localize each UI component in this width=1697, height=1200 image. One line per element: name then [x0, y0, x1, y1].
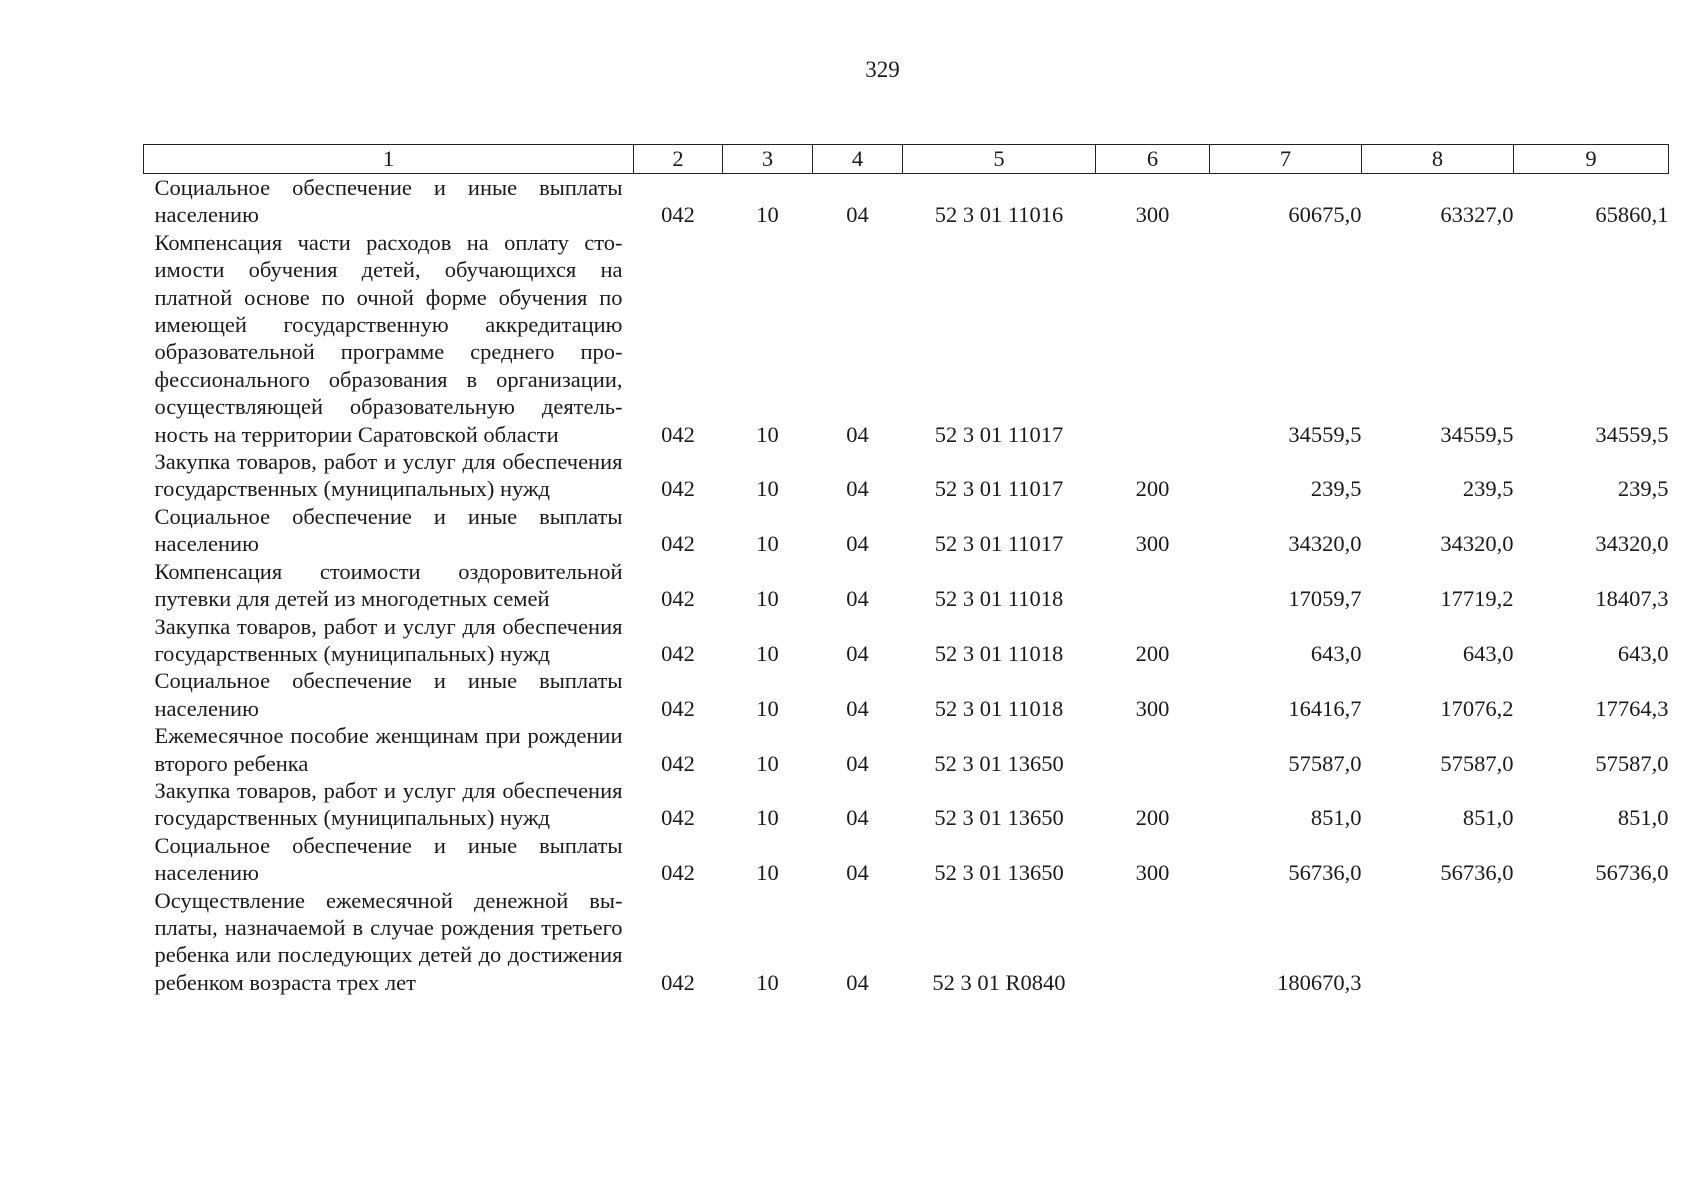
expense-type-cell — [1096, 229, 1210, 448]
admin-code-cell: 042 — [661, 640, 695, 666]
header-row — [144, 145, 1669, 174]
subsection-cell: 04 — [846, 531, 869, 557]
subsection-cell: 04 — [846, 969, 869, 995]
admin-code-cell: 042 — [661, 969, 695, 995]
table-row — [144, 558, 1669, 613]
admin-code-cell: 042 — [661, 476, 695, 502]
amount-cell: 65860,1 — [1595, 202, 1669, 228]
amount-cell — [1514, 887, 1669, 997]
admin-code-cell: 042 — [661, 586, 695, 612]
column-header: 5 — [903, 145, 1096, 174]
table-row — [144, 777, 1669, 832]
column-header: 7 — [1210, 145, 1362, 174]
admin-code-cell: 042 — [661, 421, 695, 447]
expense-type-cell: 200 — [1135, 805, 1170, 831]
row-description: Компенсация стоимости оздоровительной путевки для детей из многодетных семей — [154, 558, 623, 612]
target-article-cell: 52 3 01 11018 — [934, 640, 1064, 666]
admin-code-cell: 042 — [661, 860, 695, 886]
target-article-cell: 52 3 01 13650 — [934, 860, 1064, 886]
section-cell: 10 — [756, 531, 779, 557]
table-row — [144, 503, 1669, 558]
target-article-cell: 52 3 01 R0840 — [932, 969, 1066, 995]
column-header: 3 — [723, 145, 813, 174]
amount-cell: 34559,5 — [1288, 421, 1362, 447]
table-row — [144, 667, 1669, 722]
table-row — [144, 448, 1669, 503]
admin-code-cell: 042 — [661, 805, 695, 831]
section-cell: 10 — [756, 750, 779, 776]
subsection-cell: 04 — [846, 860, 869, 886]
expense-type-cell: 300 — [1135, 531, 1170, 557]
subsection-cell: 04 — [846, 586, 869, 612]
amount-cell: 57587,0 — [1595, 750, 1669, 776]
target-article-cell: 52 3 01 11016 — [934, 202, 1064, 228]
admin-code-cell: 042 — [661, 531, 695, 557]
column-header: 2 — [634, 145, 723, 174]
table-body — [144, 174, 1669, 997]
table-row — [144, 887, 1669, 997]
amount-cell: 643,0 — [1617, 640, 1669, 666]
target-article-cell: 52 3 01 11018 — [934, 695, 1064, 721]
target-article-cell: 52 3 01 11017 — [934, 476, 1064, 502]
amount-cell: 851,0 — [1462, 805, 1514, 831]
table-row — [144, 832, 1669, 887]
subsection-cell: 04 — [846, 202, 869, 228]
table-header — [144, 145, 1669, 174]
amount-cell: 851,0 — [1310, 805, 1362, 831]
expense-type-cell: 300 — [1135, 695, 1170, 721]
row-description: Осуществление ежемесячной денежной выплаты, назначаемой в случае рождения третьего ребенка или последующих детей до достижения ребенком возраста трех лет — [154, 887, 623, 995]
section-cell: 10 — [756, 476, 779, 502]
expense-type-cell — [1096, 887, 1210, 997]
target-article-cell: 52 3 01 11017 — [934, 421, 1064, 447]
expense-type-cell: 200 — [1135, 476, 1170, 502]
amount-cell: 239,5 — [1310, 476, 1362, 502]
amount-cell: 16416,7 — [1288, 695, 1362, 721]
target-article-cell: 52 3 01 11018 — [934, 586, 1064, 612]
amount-cell: 34320,0 — [1595, 531, 1669, 557]
subsection-cell: 04 — [846, 750, 869, 776]
subsection-cell: 04 — [846, 695, 869, 721]
row-description: Социальное обеспечение и иные выплаты населению — [154, 832, 623, 886]
target-article-cell: 52 3 01 13650 — [934, 805, 1064, 831]
amount-cell: 34559,5 — [1595, 421, 1669, 447]
amount-cell: 17076,2 — [1440, 695, 1514, 721]
row-description: Закупка товаров, работ и услуг для обеспечения государственных (муниципальных) нужд — [154, 613, 623, 666]
expense-type-cell — [1096, 558, 1210, 613]
column-header: 1 — [144, 145, 634, 174]
section-cell: 10 — [756, 421, 779, 447]
section-cell: 10 — [756, 695, 779, 721]
budget-table — [143, 144, 1669, 996]
amount-cell: 57587,0 — [1440, 750, 1514, 776]
expense-type-cell — [1096, 722, 1210, 777]
row-description: Социальное обеспечение и иные выплаты населению — [154, 503, 623, 557]
subsection-cell: 04 — [846, 421, 869, 447]
table-row — [144, 722, 1669, 777]
amount-cell: 643,0 — [1462, 640, 1514, 666]
row-description: Закупка товаров, работ и услуг для обеспечения государственных (муниципальных) нужд — [154, 777, 623, 831]
table-row — [144, 174, 1669, 229]
amount-cell — [1362, 887, 1514, 997]
amount-cell: 34320,0 — [1440, 531, 1514, 557]
table-row — [144, 613, 1669, 668]
row-description: Социальное обеспечение и иные выплаты населению — [154, 668, 623, 721]
target-article-cell: 52 3 01 13650 — [934, 750, 1064, 776]
row-description: Закупка товаров, работ и услуг для обеспечения государственных (муниципальных) нужд — [154, 449, 623, 502]
column-header: 8 — [1362, 145, 1514, 174]
section-cell: 10 — [756, 805, 779, 831]
section-cell: 10 — [756, 969, 779, 995]
subsection-cell: 04 — [846, 640, 869, 666]
amount-cell: 17719,2 — [1440, 586, 1514, 612]
amount-cell: 17059,7 — [1288, 586, 1362, 612]
amount-cell: 239,5 — [1617, 476, 1669, 502]
column-header: 9 — [1514, 145, 1669, 174]
amount-cell: 63327,0 — [1440, 202, 1514, 228]
row-description: Социальное обеспечение и иные выплаты населению — [154, 175, 623, 228]
amount-cell: 17764,3 — [1595, 695, 1669, 721]
admin-code-cell: 042 — [661, 695, 695, 721]
amount-cell: 57587,0 — [1288, 750, 1362, 776]
expense-type-cell: 300 — [1135, 860, 1170, 886]
amount-cell: 180670,3 — [1277, 969, 1362, 995]
amount-cell: 34559,5 — [1440, 421, 1514, 447]
amount-cell: 56736,0 — [1595, 860, 1669, 886]
amount-cell: 56736,0 — [1288, 860, 1362, 886]
admin-code-cell: 042 — [661, 202, 695, 228]
subsection-cell: 04 — [846, 805, 869, 831]
target-article-cell: 52 3 01 11017 — [934, 531, 1064, 557]
amount-cell: 643,0 — [1310, 640, 1362, 666]
expense-type-cell: 300 — [1135, 202, 1170, 228]
column-header: 6 — [1096, 145, 1210, 174]
amount-cell: 851,0 — [1617, 805, 1669, 831]
row-description: Ежемесячное пособие женщинам при рождении второго ребенка — [154, 723, 623, 776]
section-cell: 10 — [756, 586, 779, 612]
row-description: Компенсация части расходов на оплату стоимости обучения детей, обучающихся на платной основе по очной форме обучения по имеющей государственную аккредитацию образовательной программе среднего профессионального образования в организации, осуществляющей образовательную деятельность на территории Саратовской области — [154, 229, 623, 447]
table-row — [144, 229, 1669, 448]
amount-cell: 34320,0 — [1288, 531, 1362, 557]
subsection-cell: 04 — [846, 476, 869, 502]
amount-cell: 18407,3 — [1595, 586, 1669, 612]
section-cell: 10 — [756, 202, 779, 228]
amount-cell: 239,5 — [1462, 476, 1514, 502]
section-cell: 10 — [756, 640, 779, 666]
amount-cell: 60675,0 — [1288, 202, 1362, 228]
amount-cell: 56736,0 — [1440, 860, 1514, 886]
section-cell: 10 — [756, 860, 779, 886]
admin-code-cell: 042 — [661, 750, 695, 776]
expense-type-cell: 200 — [1135, 640, 1170, 666]
column-header: 4 — [813, 145, 903, 174]
page-number: 329 — [865, 57, 900, 82]
